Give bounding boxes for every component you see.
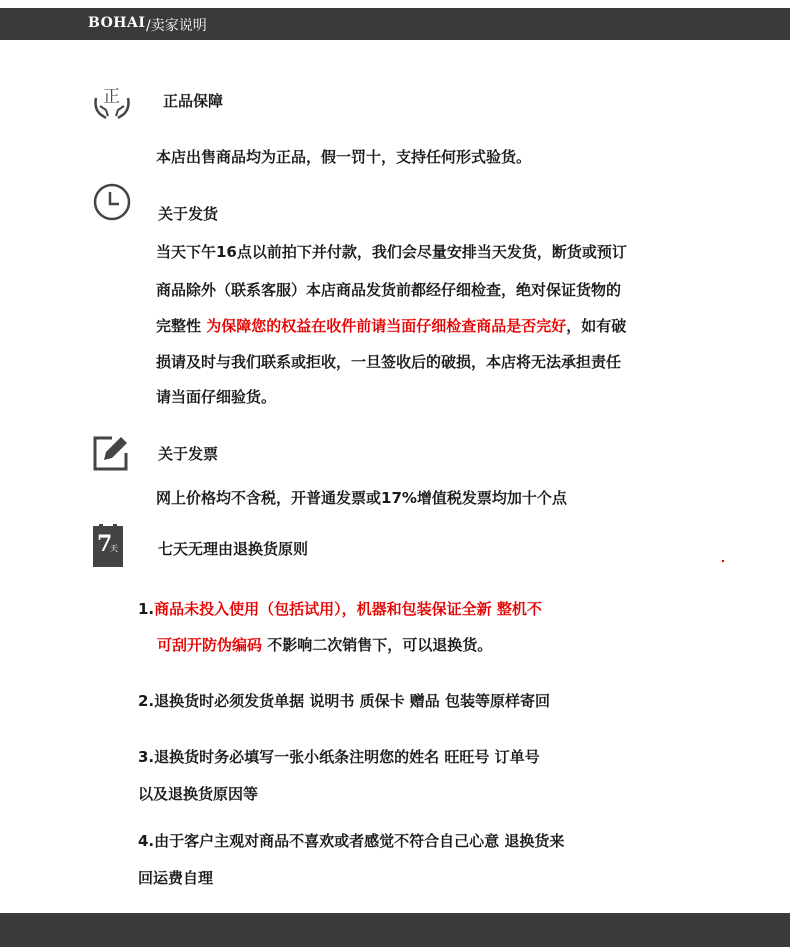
rule-1-highlight: 商品未投入使用（包括试用），机器和包装保证全新 整机不 [154, 600, 542, 618]
invoice-title: 关于发票 [158, 445, 219, 463]
shipping-line-4: 损请及时与我们联系或拒收，一旦签收后的破损，本店将无法承担责任 [156, 353, 622, 371]
genuine-title: 正品保障 [163, 92, 224, 110]
returns-title: 七天无理由退换货原则 [158, 540, 309, 558]
edit-icon [90, 433, 130, 473]
shipping-line-2: 商品除外（联系客服）本店商品发货前都经仔细检查，绝对保证货物的 [156, 281, 622, 299]
calendar-7-icon: 7 天 [90, 524, 126, 568]
rule-1-highlight-cont: 可刮开防伪编码 [157, 636, 263, 654]
clock-icon [92, 182, 132, 222]
shipping-line-5: 请当面仔细验货。 [156, 388, 277, 406]
genuine-text: 本店出售商品均为正品，假一罚十，支持任何形式验货。 [156, 148, 532, 166]
rule-4-line-1: 4.由于客户主观对商品不喜欢或者感觉不符合自己心意 退换货来 [138, 832, 565, 850]
shipping-warning: 为保障您的权益在收件前请当面仔细检查商品是否完好 [206, 317, 567, 335]
rule-1-line-1 [138, 600, 542, 618]
shipping-line-3 [156, 317, 626, 335]
rule-4-line-2: 回运费自理 [138, 869, 214, 887]
shipping-line-3-start: 完整性 [156, 317, 207, 335]
footer-bar [0, 913, 790, 947]
rule-1-line-2 [157, 636, 492, 654]
rule-1-rest: 不影响二次销售下，可以退换货。 [262, 636, 493, 654]
shipping-line-1: 当天下午16点以前拍下并付款，我们会尽量安排当天发货，断货或预订 [156, 243, 627, 261]
rule-1-number: 1. [138, 600, 155, 618]
rule-3-line-2: 以及退换货原因等 [138, 785, 259, 803]
red-dot [722, 560, 724, 562]
genuine-hands-icon: 正 [92, 82, 132, 122]
brand-name: BOHAI [88, 15, 146, 31]
rule-2: 2.退换货时必须发货单据 说明书 质保卡 赠品 包装等原样寄回 [138, 692, 551, 710]
shipping-line-3-end: ，如有破 [566, 317, 627, 335]
shipping-title: 关于发货 [158, 205, 219, 223]
rule-3-line-1: 3.退换货时务必填写一张小纸条注明您的姓名 旺旺号 订单号 [138, 748, 540, 766]
header-bar [0, 8, 790, 40]
invoice-text: 网上价格均不含税，开普通发票或17%增值税发票均加十个点 [156, 489, 567, 507]
header-subtitle: /卖家说明 [146, 18, 207, 34]
